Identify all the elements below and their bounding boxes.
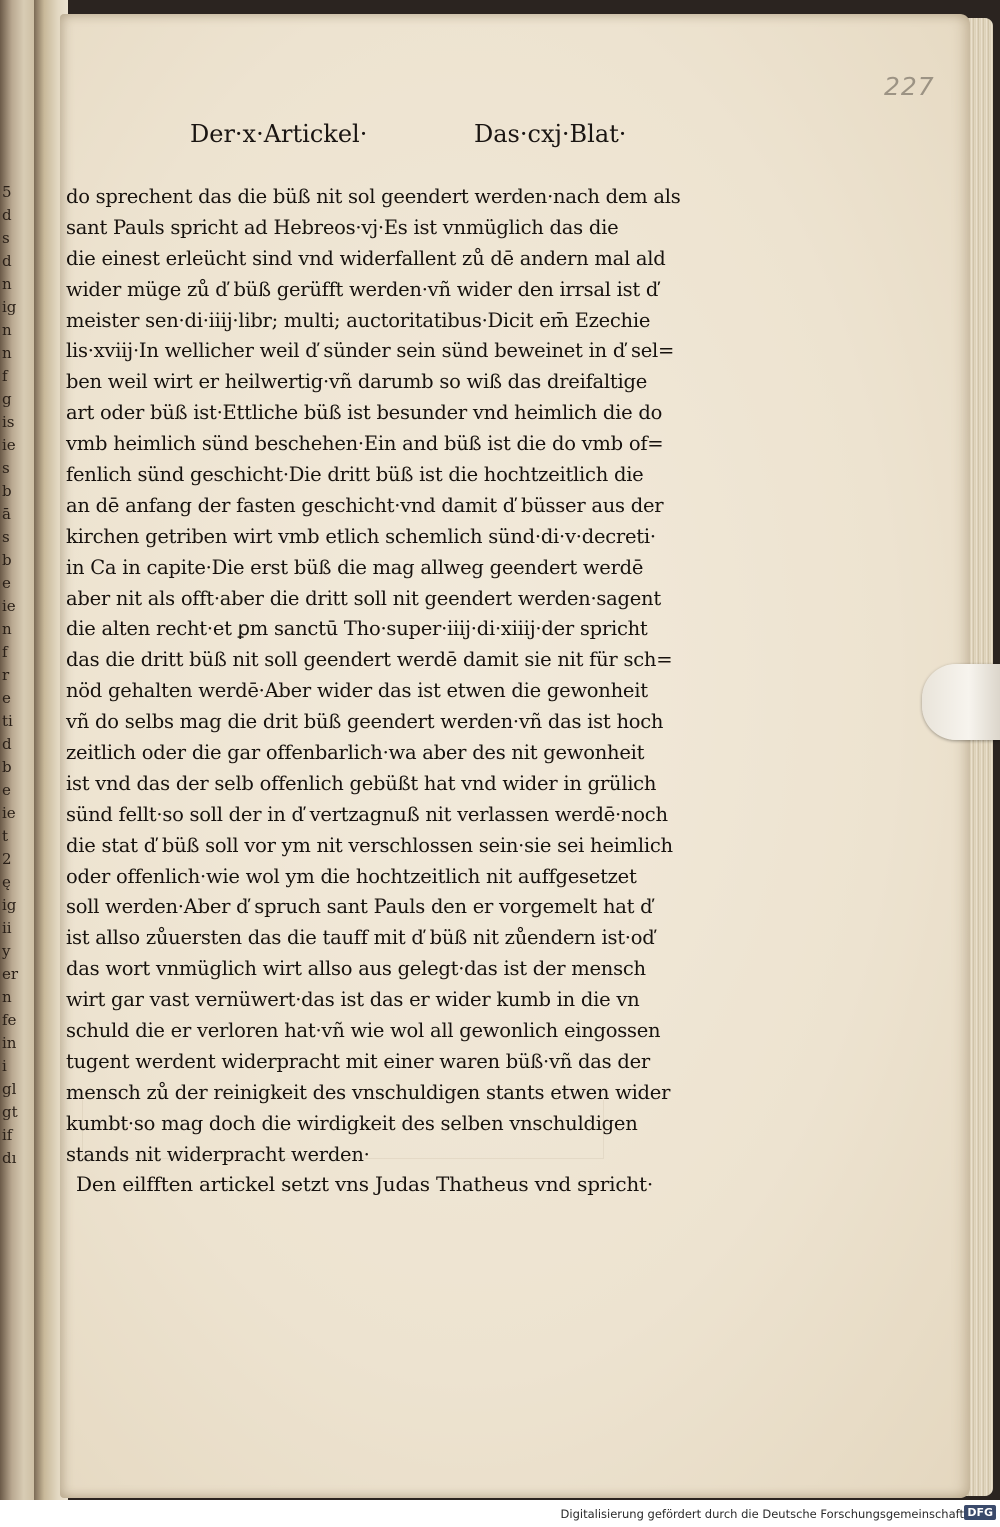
text-line: tugent werdent widerpracht mit einer waren büß·vñ das der (66, 1049, 650, 1073)
left-page-fragment: 5 (2, 183, 12, 201)
text-line: kumbt·so mag doch die wirdigkeit des selben vnschuldigen (66, 1111, 638, 1135)
left-page-fragment: ā (2, 505, 11, 523)
left-page-fragment: i (2, 1057, 7, 1075)
running-head-left: Der·x·Artickel· (190, 120, 368, 148)
footer-credit: Digitalisierung gefördert durch die Deutsche Forschungsgemeinschaft (560, 1507, 964, 1521)
text-line: ben weil wirt er heilwertig·vñ darumb so wiß das dreifaltige (66, 370, 648, 394)
text-line: soll werden·Aber ď spruch sant Pauls den er vorgemelt hat ď (66, 895, 653, 919)
left-page-fragment: b (2, 551, 12, 569)
left-page-fragment: f (2, 643, 8, 661)
running-head (190, 120, 650, 150)
left-page-fragment: if (2, 1126, 13, 1144)
text-line: oder offenlich·wie wol ym die hochtzeitlich nit auffgesetzet (66, 864, 637, 888)
closing-line: Den eilfften artickel setzt vns Judas Thatheus vnd spricht· (76, 1172, 654, 1196)
text-line: mensch zů der reinigkeit des vnschuldigen stants etwen wider (66, 1080, 671, 1104)
left-page-fragment: s (2, 459, 10, 477)
left-page-fragment: ig (2, 298, 17, 316)
left-page-fragment: dı (2, 1149, 17, 1167)
left-page-fragment: gt (2, 1103, 18, 1121)
text-line: vmb heimlich sünd beschehen·Ein and büß ist die do vmb of= (66, 432, 664, 456)
left-page-fragment: er (2, 965, 19, 983)
left-page-fragment: ę (2, 873, 11, 891)
text-line: die alten recht·et ꝑm sanctū Tho·super·iiij·di·xiiij·der spricht (66, 617, 648, 641)
left-page-fragment: n (2, 321, 12, 339)
left-page-fragment: ii (2, 919, 12, 937)
text-line: aber nit als offt·aber die dritt soll nit geendert werden·sagent (66, 586, 661, 610)
left-page-fragment: e (2, 574, 11, 592)
text-line: vñ do selbs mag die drit büß geendert werden·vñ das ist hoch (66, 710, 664, 734)
left-page-fragment: in (2, 1034, 17, 1052)
left-page-fragment: e (2, 689, 11, 707)
left-page-fragment: s (2, 229, 10, 247)
text-line: das wort vnmüglich wirt allso aus gelegt·das ist der mensch (66, 957, 646, 981)
text-line: sünd fellt·so soll der in ď vertzagnuß nit verlassen werdē·noch (66, 802, 668, 826)
text-line: in Ca in capite·Die erst büß die mag allweg geendert werdē (66, 555, 644, 579)
left-page-fragment: g (2, 390, 12, 408)
text-line: zeitlich oder die gar offenbarlich·wa aber des nit gewonheit (66, 741, 645, 765)
text-line: sant Pauls spricht ad Hebreos·vj·Es ist vnmüglich das die (66, 215, 619, 239)
text-line: die stat ď büß soll vor ym nit verschlossen sein·sie sei heimlich (66, 833, 673, 857)
folio-number: 227 (884, 72, 935, 101)
left-page-fragment: ig (2, 896, 17, 914)
show-through-frame (82, 1100, 604, 1159)
text-line: die einest erleücht sind vnd widerfallent zů dē andern mal ald (66, 246, 666, 270)
left-page-fragment: n (2, 344, 12, 362)
dfg-logo: DFG (964, 1505, 996, 1520)
left-page-fragment: d (2, 206, 12, 224)
left-page-fragment: ie (2, 436, 16, 454)
text-line: das die dritt büß nit soll geendert werdē damit sie nit für sch= (66, 648, 673, 672)
left-page-fragment: d (2, 252, 12, 270)
left-page-fragment: e (2, 781, 11, 799)
left-page-fragment: is (2, 413, 15, 431)
text-line: schuld die er verloren hat·vñ wie wol all gewonlich eingossen (66, 1019, 661, 1043)
page-marker-tab (922, 664, 1000, 740)
text-line: art oder büß ist·Ettliche büß ist besunder vnd heimlich die do (66, 401, 663, 425)
footer-bar (0, 1500, 1000, 1527)
left-page-fragment: b (2, 758, 12, 776)
left-page-fragment: ie (2, 597, 16, 615)
left-page-fragment: ie (2, 804, 16, 822)
left-page-fragment: y (2, 942, 11, 960)
text-line: kirchen getriben wirt vmb etlich schemlich sünd·di·v·decreti· (66, 524, 656, 548)
left-page-fragment: b (2, 482, 12, 500)
left-page-fragment: n (2, 275, 12, 293)
text-line: ist vnd das der selb offenlich gebüßt hat vnd wider in grülich (66, 771, 657, 795)
left-page-fragment: fe (2, 1011, 17, 1029)
text-line: ist allso zůuersten das die tauff mit ď büß nit zůendern ist·oď (66, 926, 655, 950)
left-page-fragment: ti (2, 712, 13, 730)
text-line: lis·xviij·In wellicher weil ď sünder sein sünd beweinet in ď sel= (66, 339, 675, 363)
left-page-fragment: t (2, 827, 9, 845)
text-block (66, 182, 706, 1171)
left-page-edge (0, 0, 34, 1500)
text-line: wider müge zů ď büß gerüfft werden·vñ wider den irrsal ist ď (66, 277, 659, 301)
text-line: meister sen·di·iiij·libr; multi; auctoritatibus·Dicit em̄ Ezechie (66, 308, 651, 332)
text-line: nöd gehalten werdē·Aber wider das ist etwen die gewonheit (66, 679, 648, 703)
running-head-right: Das·cxj·Blat· (474, 120, 627, 148)
left-page-fragment: r (2, 666, 10, 684)
left-page-fragment: gl (2, 1080, 17, 1098)
left-page-fragment: 2 (2, 850, 12, 868)
text-line: wirt gar vast vernüwert·das ist das er wider kumb in die vn (66, 988, 640, 1012)
left-page-fragment: s (2, 528, 10, 546)
text-line: an dē anfang der fasten geschicht·vnd damit ď büsser aus der (66, 493, 664, 517)
left-page-fragment: f (2, 367, 8, 385)
text-line: fenlich sünd geschicht·Die dritt büß ist die hochtzeitlich die (66, 463, 644, 487)
text-line: do sprechent das die büß nit sol geendert werden·nach dem als (66, 185, 681, 208)
left-page-fragment: n (2, 988, 12, 1006)
left-page-fragment: d (2, 735, 12, 753)
text-line: stands nit widerpracht werden· (66, 1142, 370, 1166)
left-page-fragment: n (2, 620, 12, 638)
